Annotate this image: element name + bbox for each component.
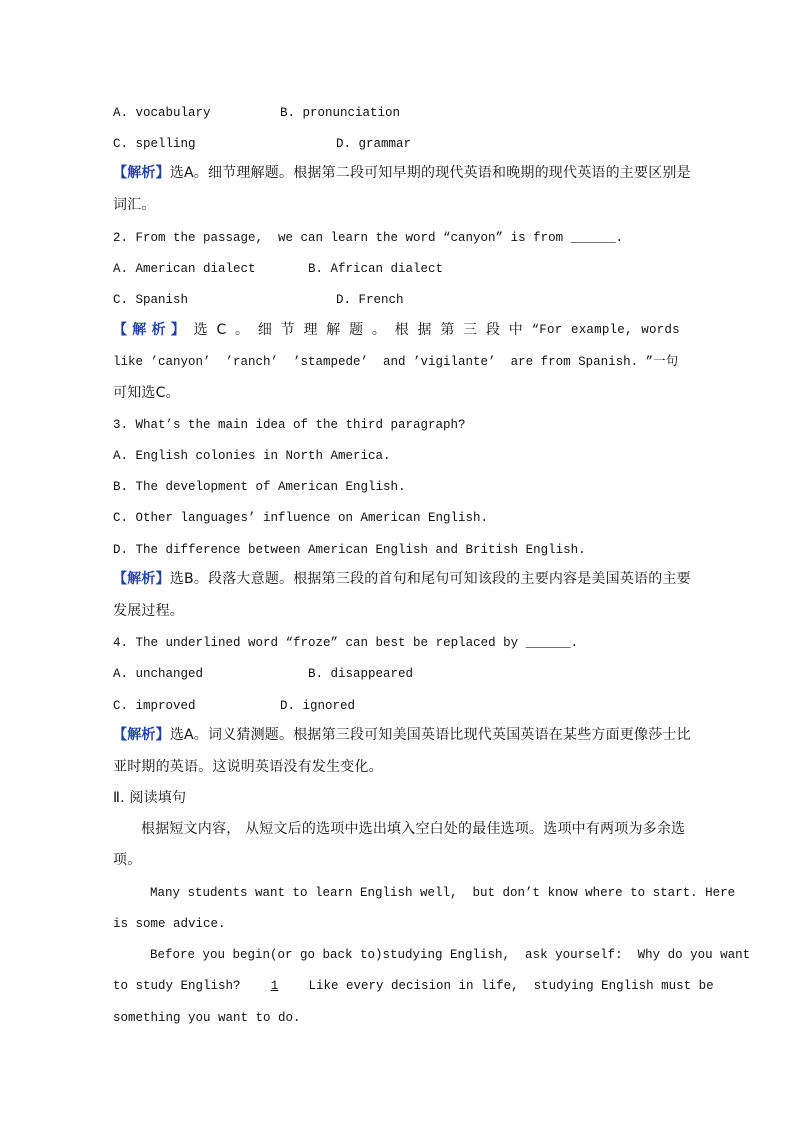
analysis-2-token: 段	[485, 322, 501, 338]
analysis-tag: 【 解 析 】	[113, 322, 186, 338]
passage-p1-line-2: is some advice.	[113, 917, 226, 931]
analysis-2-token: 节	[280, 322, 295, 338]
q2-option-a: A. American dialect	[113, 262, 256, 276]
analysis-2-token: 题	[349, 322, 364, 338]
analysis-1-text: 选A。细节理解题。根据第二段可知早期的现代英语和晚期的现代英语的主要区别是	[169, 165, 691, 181]
analysis-tag: 【解析】	[113, 727, 170, 743]
passage-p2-line-3: something you want to do.	[113, 1011, 301, 1025]
analysis-2-token: 中	[508, 322, 523, 338]
q1-option-d: D. grammar	[336, 137, 412, 151]
passage-p2-line-2-pre: to study English?	[113, 979, 256, 993]
analysis-4-text: 选A。词义猜测题。根据第三段可知美国英语比现代英国英语在某些方面更像莎士比	[169, 727, 691, 743]
question-4-stem-post: ” can best be replaced by ______.	[330, 636, 579, 650]
q2-option-b: B. African dialect	[308, 262, 444, 276]
analysis-2-line-3: 可知选C。	[113, 385, 180, 401]
analysis-4-line-1	[113, 727, 691, 743]
analysis-2-token: 。	[235, 322, 250, 338]
q1-option-c: C. spelling	[113, 137, 196, 151]
q3-option-a: A. English colonies in North America.	[113, 449, 391, 463]
analysis-2-token: “For	[531, 323, 563, 337]
question-4-stem-pre: 4. The underlined word “	[113, 636, 294, 650]
question-3-stem: 3. What’s the main idea of the third paragraph?	[113, 418, 466, 432]
blank-1: 1	[270, 979, 279, 993]
passage-p2-line-1: Before you begin(or go back to)studying English, ask yourself: Why do you want	[150, 948, 751, 962]
analysis-2-line-1	[113, 322, 680, 338]
analysis-1-line-1	[113, 165, 691, 181]
analysis-2-token: example,	[571, 323, 633, 337]
analysis-3-line-1	[113, 571, 691, 587]
q2-option-c: C. Spanish	[113, 293, 189, 307]
analysis-3-line-2: 发展过程。	[113, 603, 184, 619]
analysis-2-token: 理	[303, 322, 318, 338]
passage-p1-line-1: Many students want to learn English well, but don’t know where to start. Here	[150, 886, 736, 900]
q2-option-d: D. French	[336, 293, 404, 307]
analysis-2-token: 三	[463, 322, 478, 338]
analysis-2-token: 。	[371, 322, 387, 338]
q1-option-a: A. vocabulary	[113, 106, 211, 120]
analysis-2-line-2: like ’canyon’ ’ranch’ ’stampede’ and ’vigilante’ are from Spanish. ”一句	[113, 355, 679, 369]
analysis-2-token: 第	[440, 322, 455, 338]
q4-option-c: C. improved	[113, 699, 196, 713]
q1-option-b: B. pronunciation	[280, 106, 401, 120]
analysis-2-token: 解	[326, 322, 341, 338]
passage-p2-line-2	[113, 978, 714, 994]
analysis-3-text: 选B。段落大意题。根据第三段的首句和尾句可知该段的主要内容是美国英语的主要	[169, 571, 691, 587]
analysis-2-token: 据	[417, 322, 432, 338]
analysis-2-token: words	[641, 323, 680, 337]
section-2-heading: Ⅱ. 阅读填句	[113, 790, 187, 806]
q4-option-a: A. unchanged	[113, 667, 204, 681]
section-2-instruction-line-1: 根据短文内容， 从短文后的选项中选出填入空白处的最佳选项。选项中有两项为多余选	[141, 821, 686, 837]
passage-p2-line-2-post: Like every decision in life, studying English must be	[293, 979, 714, 993]
analysis-tag: 【解析】	[113, 571, 170, 587]
q3-option-d: D. The difference between American English and British English.	[113, 543, 586, 557]
analysis-2-token: 细	[257, 322, 273, 338]
q3-option-b: B. The development of American English.	[113, 480, 406, 494]
analysis-2-token: C	[216, 322, 227, 338]
analysis-tag: 【解析】	[113, 165, 170, 181]
analysis-2-token: 选	[193, 322, 208, 338]
analysis-1-line-2: 词汇。	[113, 197, 156, 213]
q4-option-b: B. disappeared	[308, 667, 414, 681]
analysis-2-token: 根	[394, 322, 409, 338]
analysis-4-line-2: 亚时期的英语。这说明英语没有发生变化。	[113, 759, 383, 775]
section-2-instruction-line-2: 项。	[113, 852, 142, 868]
question-2-stem: 2. From the passage, we can learn the word “canyon” is from ______.	[113, 231, 624, 245]
q3-option-c: C. Other languages’ influence on American English.	[113, 511, 489, 525]
q4-option-d: D. ignored	[280, 699, 356, 713]
question-4-stem	[113, 635, 578, 651]
question-4-target-word: froze	[293, 636, 331, 650]
